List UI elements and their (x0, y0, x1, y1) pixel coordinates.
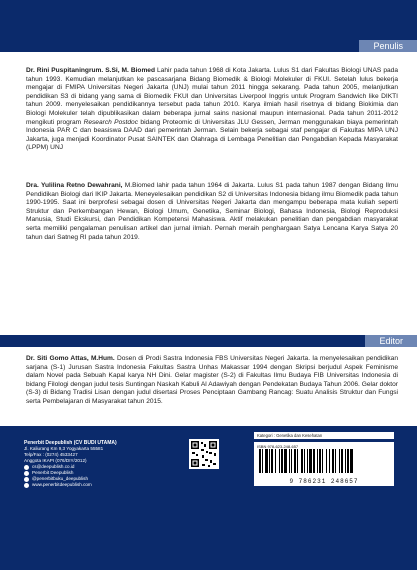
author-1-italic: Research Postdoc (83, 118, 139, 126)
facebook-icon (24, 471, 29, 476)
publisher-social-2[interactable]: @penerbitbuku_deepublish (32, 476, 89, 481)
editor-header-bar (0, 335, 417, 347)
kategori-label: Kategori : Genetika dan Kesehatan (254, 432, 394, 439)
publisher-info (24, 440, 174, 488)
penulis-header-bar (0, 40, 417, 52)
author-2-name: Dra. Yulilina Retno Dewahrani, (26, 182, 123, 189)
publisher-social-1[interactable]: Penerbit Deepublish (32, 470, 74, 475)
isbn-line: ISBN 978-623-248-657 (257, 444, 299, 449)
author-2-text: M.Biomed lahir pada tahun 1964 di Jakarta. Lulus S1 pada tahun 1987 dengan Bidang Ilmu Pendidikan Biologi dari IKIP Jakarta. Meneyelesaikan pendidikan S2 di Universitas Indonesia bidang ilmu Biomedik pada tahun 1990-1995. Saat ini berprofesi sebagai dosen di Universitas Negeri Jakarta dan mengampu beberapa mata kuliah seperti Struktur dan Perkembangan Hewan, Biologi Umum, Genetika, Seminar Biologi, Bahasa Indonesia, Biologi Reproduksi Manusia, Studi Ekskursi, dan Pendidikan Kompetensi Mahasiswa. Aktif melakukan penelitian dan pengabdian masyarakat serta memiliki pengalaman penulisan artikel dan jurnal ilmiah. Pernah meraih penghargaan Satya Lencana Karya Satya 20 tahun dari Satneg RI pada tahun 2019. (26, 182, 399, 241)
barcode-icon (254, 442, 394, 486)
editor-text: Dosen di Prodi Sastra Indonesia FBS Universitas Negeri Jakarta. Ia menyelesaikan pendidikan sarjana (S-1) Jurusan Sastra Indonesia Fakultas Sastra Unhas Makassar 1994 dengan Skripsi berjudul Aspek Feminisme dalam Novel pada Sebuah Kapal karya NH Dini. Gelar magister (S-2) di Fakultas Ilmu Budaya FIB Universitas Indonesia di bidang Filologi dengan judul tesis Suntingan Naskah Kabuli Al Adawiyah dengan Pendekatan Budaya Tahun 2006. Gelar doktor (S-3) di Bidang Tradisi Lisan dengan judul disertasi Proses Penciptaan Gambang Rancag: Suatu Analisis Struktur dan Fungsi serta Pembelajaran di Masyarakat tahun 2015. (26, 355, 399, 405)
qr-code-icon (189, 439, 219, 469)
instagram-icon (24, 477, 29, 482)
author-bio-2 (26, 182, 398, 242)
editor-name: Dr. Siti Gomo Attas, M.Hum. (26, 355, 115, 362)
web-icon (24, 483, 29, 488)
top-band (0, 0, 417, 40)
publisher-web-row (24, 482, 174, 488)
publisher-address: Jl. Kaliurang Km 9,3 Yogyakarta 55581 (24, 446, 104, 451)
publisher-email[interactable]: cs@deepublish.co.id (32, 464, 75, 469)
publisher-web[interactable]: www.penerbitdeepublish.com (32, 482, 92, 487)
author-1-text-b: bidang Proteomic di Universitas JLU Gessen, Jerman menggunakan biaya pemerintah Indonesia PAR C dan beasiswa DAAD dari pemerintah Jerman. Selain bekerja sebagai staf pengajar di Fakultas MIPA UNJ Jakarta, juga menjadi Koordinator Pusat SAINTEK dan Olahraga di Lembaga Penelitian dan Pengabdian Kepada Masyarakat (LPPM) UNJ (26, 118, 398, 152)
author-bio-1 (26, 67, 398, 153)
email-icon (24, 465, 29, 470)
penulis-title: Penulis (359, 40, 417, 52)
publisher-name: Penerbit Deepublish (CV BUDI UTAMA) (24, 440, 117, 446)
isbn-area (254, 432, 394, 486)
author-1-text-a: Lahir pada tahun 1968 di Kota Jakarta. Lulus S1 dari Fakultas Biologi UNAS pada tahun 1993. Kemudian melanjutkan ke pascasarjana Bidang Biomedik & Biologi Molekuler di FKUI. Setelah lulus bekerja mengajar di FMIPA Universitas Negeri Jakarta (UNJ) mulai tahun 2011 hingga sekarang. Pada tahun 2005, melanjutkan pendidikan S3 di bidang yang sama di Biomedik FKUI dan Universitas Liverpool Inggris untuk Program Sandwich like DIKTI tahun 2009. menyelesaikan pendidikannya tersebut pada tahun 2010. Karya ilmiah hasil risetnya di bidang Biokimia dan Biologi Molekuler telah dipublikasikan dalam beberapa jurnal sains nasional maupun internasional. Pada tahun 2011-2012 mengikuti program (26, 67, 398, 126)
barcode-digits: 9 786231 248657 (289, 478, 359, 485)
publisher-phone: Telp/Fax : (0274) 4533427 (24, 452, 78, 457)
editor-title: Editor (365, 335, 417, 347)
author-1-name: Dr. Rini Puspitaningrum. S.Si, M. Biomed (26, 67, 155, 74)
publisher-member: Anggota IKAPI (076/DIY/2012) (24, 458, 87, 463)
editor-bio (26, 355, 398, 407)
